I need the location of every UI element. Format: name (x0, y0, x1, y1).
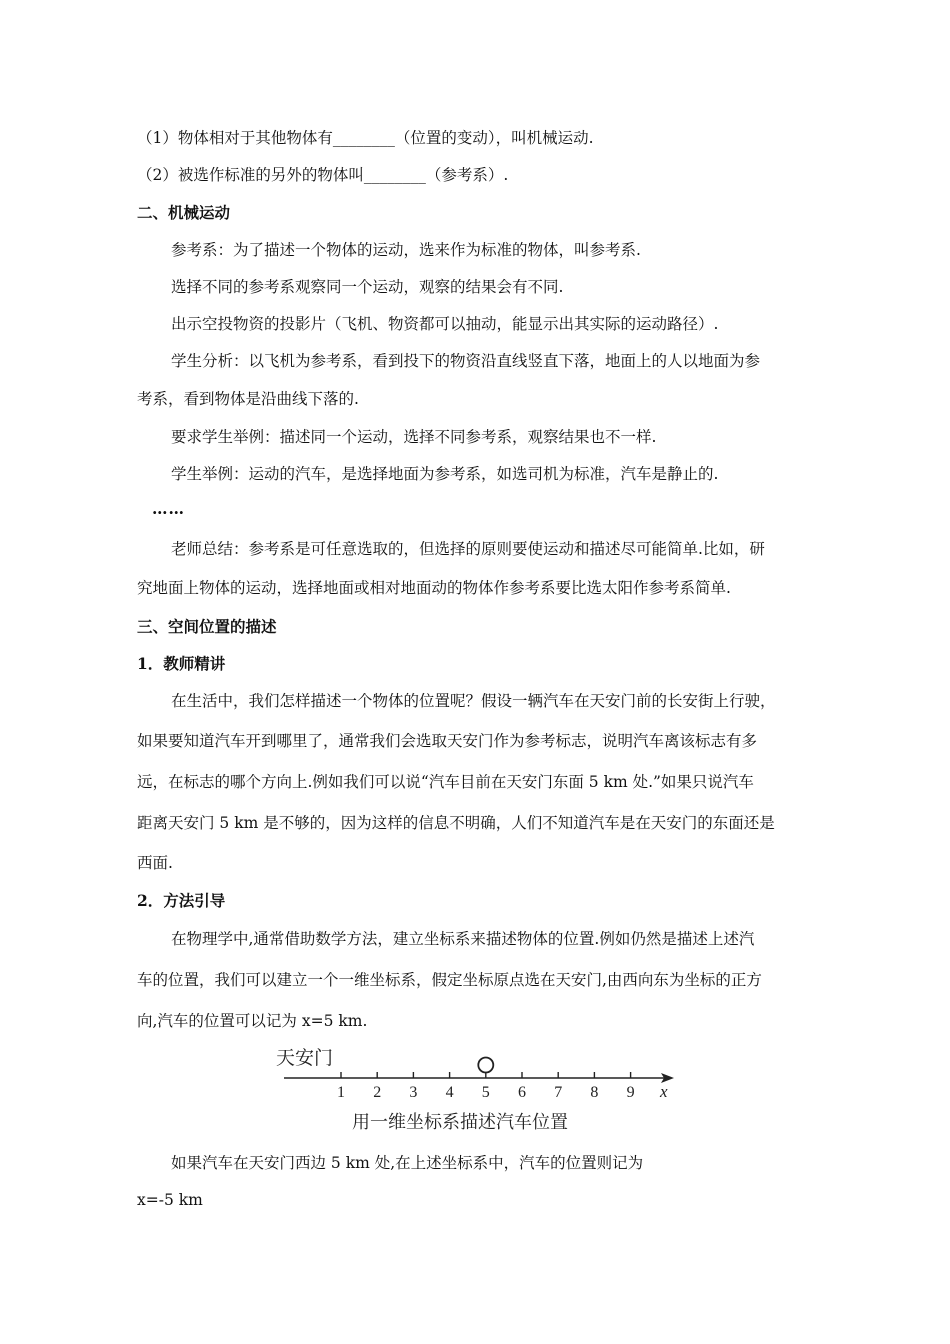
paragraph-negative-position: x=-5 km (137, 1191, 203, 1209)
paragraph-position-line-5: 西面. (137, 854, 173, 872)
paragraph-west-position: 如果汽车在天安门西边 5 km 处,在上述坐标系中，汽车的位置则记为 (171, 1154, 644, 1172)
paragraph-different-frames: 选择不同的参考系观察同一个运动，观察的结果会有不同. (171, 278, 564, 296)
paragraph-coordinate-line-1: 在物理学中,通常借助数学方法，建立坐标系来描述物体的位置.例如仍然是描述上述汽 (171, 930, 755, 948)
paragraph-student-analysis-line-2: 考系，看到物体是沿曲线下落的. (137, 390, 359, 408)
axis-tick-label: 2 (373, 1084, 382, 1101)
paragraph-coordinate-line-3: 向,汽车的位置可以记为 x=5 km. (137, 1012, 368, 1030)
paragraph-require-examples: 要求学生举例：描述同一个运动，选择不同参考系，观察结果也不一样. (171, 428, 657, 446)
axis-tick-label: 1 (337, 1084, 345, 1101)
axis-x-label: x (660, 1082, 668, 1101)
origin-label: 天安门 (276, 1047, 334, 1069)
coordinate-axis-svg (262, 1040, 692, 1140)
car-position-marker (478, 1058, 493, 1073)
paragraph-position-line-2: 如果要知道汽车开到哪里了，通常我们会选取天安门作为参考标志，说明汽车离该标志有多 (137, 732, 758, 750)
subheading-method-guide: 2．方法引导 (137, 891, 226, 910)
ellipsis: …… (152, 499, 185, 518)
coordinate-axis-figure (262, 1040, 692, 1140)
paragraph-projection: 出示空投物资的投影片（飞机、物资都可以抽动，能显示出其实际的运动路径）. (171, 315, 719, 333)
axis-ticks (337, 1072, 635, 1101)
axis-tick-label: 9 (626, 1084, 635, 1101)
axis-tick-label: 3 (409, 1084, 418, 1101)
paragraph-student-examples: 学生举例：运动的汽车，是选择地面为参考系，如选司机为标准，汽车是静止的. (171, 465, 719, 483)
section-heading-mechanical-motion: 二、机械运动 (137, 203, 231, 222)
axis-tick-label: 5 (481, 1084, 490, 1101)
paragraph-position-line-4: 距离天安门 5 km 是不够的，因为这样的信息不明确，人们不知道汽车是在天安门的东面还是 (137, 814, 775, 832)
paragraph-reference-frame: 参考系：为了描述一个物体的运动，选来作为标准的物体，叫参考系. (171, 241, 641, 259)
figure-caption: 用一维坐标系描述汽车位置 (352, 1112, 568, 1133)
section-heading-space-position: 三、空间位置的描述 (137, 617, 277, 636)
paragraph-item-2: （2）被选作标准的另外的物体叫________（参考系）. (137, 166, 509, 184)
axis-tick-label: 6 (518, 1084, 526, 1101)
paragraph-teacher-summary-line-1: 老师总结：参考系是可任意选取的，但选择的原则要使运动和描述尽可能简单.比如，研 (171, 540, 765, 558)
paragraph-teacher-summary-line-2: 究地面上物体的运动，选择地面或相对地面动的物体作参考系要比选太阳作参考系简单. (137, 579, 731, 597)
paragraph-position-line-3: 远，在标志的哪个方向上.例如我们可以说“汽车目前在天安门东面 5 km 处.”如果只说汽车 (137, 773, 754, 791)
axis-tick-label: 7 (554, 1084, 563, 1101)
paragraph-position-line-1: 在生活中，我们怎样描述一个物体的位置呢？假设一辆汽车在天安门前的长安街上行驶， (171, 692, 776, 710)
paragraph-student-analysis-line-1: 学生分析：以飞机为参考系，看到投下的物资沿直线竖直下落，地面上的人以地面为参 (171, 352, 761, 370)
paragraph-coordinate-line-2: 车的位置，我们可以建立一个一维坐标系，假定坐标原点选在天安门,由西向东为坐标的正方 (137, 971, 762, 989)
axis-tick-label: 4 (445, 1084, 454, 1101)
paragraph-item-1: （1）物体相对于其他物体有________（位置的变动），叫机械运动. (137, 129, 594, 147)
subheading-teacher-lecture: 1．教师精讲 (137, 654, 226, 673)
axis-tick-label: 8 (590, 1084, 599, 1101)
